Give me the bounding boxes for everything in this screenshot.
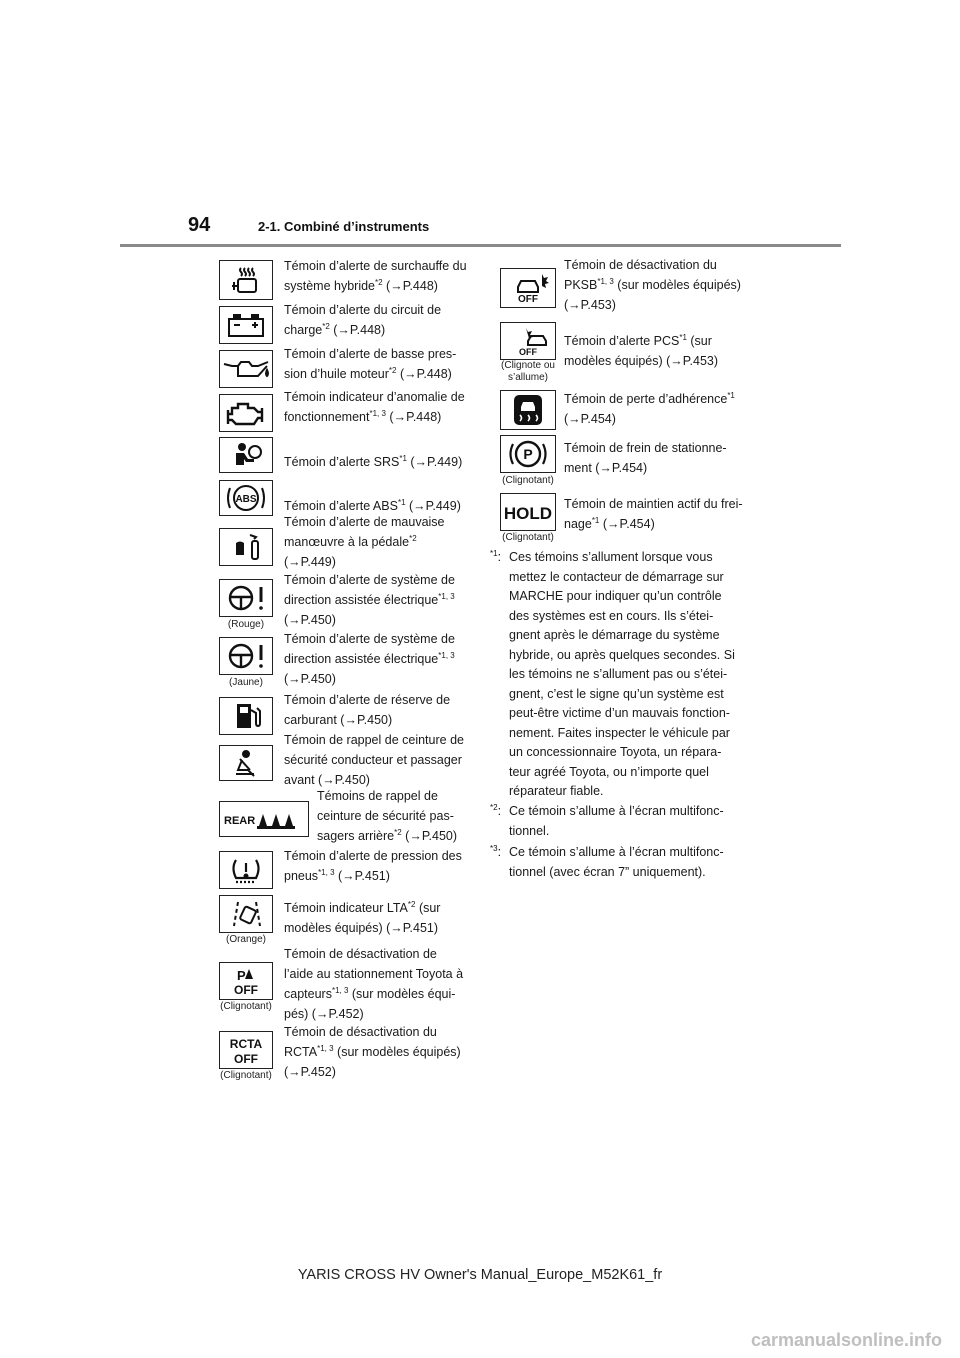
- footnote-ref: *1, 3: [331, 985, 349, 995]
- srs-warning-icon: [219, 437, 273, 473]
- page-ref: (→P.454): [599, 517, 655, 531]
- footnote-ref: *1: [679, 332, 687, 342]
- item-text: nage: [564, 517, 592, 531]
- off-label: OFF: [519, 347, 537, 357]
- page-ref: (→P.449): [406, 455, 463, 469]
- footnote-ref: *1, 3: [438, 591, 455, 601]
- footnote-ref: *1, 3: [318, 867, 335, 877]
- item-text: ceinture de sécurité pas-: [317, 809, 454, 823]
- item-text: Témoin d’alerte de système de: [284, 632, 455, 646]
- icon-caption: (Clignotant): [502, 475, 554, 486]
- rear-seat-belt-icon: [219, 801, 309, 837]
- rcta-label: RCTA: [229, 1037, 263, 1051]
- footnote-ref: *1: [727, 390, 735, 400]
- item-text: charge: [284, 323, 323, 337]
- icon-caption: (Orange): [225, 934, 266, 945]
- footnote-ref: *1: [591, 515, 600, 525]
- eps-warning-yellow-icon: [219, 637, 273, 675]
- hybrid-overheat-warning-icon: [219, 260, 273, 300]
- item-text: Témoin d’alerte de basse pres-: [284, 347, 457, 361]
- item-text: RCTA: [284, 1045, 318, 1059]
- hold-label: HOLD: [503, 504, 553, 523]
- p-label: P: [237, 968, 246, 983]
- pcs-warning-icon: [500, 322, 556, 360]
- page-ref: (→P.448): [382, 279, 438, 293]
- item-text: pneus: [284, 869, 319, 883]
- footnote-mark: *1: [490, 549, 498, 558]
- footnote-line: les témoins ne s’allument pas ou s’étei-: [509, 667, 728, 681]
- footnote-ref: *1, 3: [317, 1043, 334, 1053]
- footnote-line: Ces témoins s’allument lorsque vous: [509, 550, 713, 564]
- off-label: OFF: [234, 983, 258, 997]
- low-fuel-icon: [219, 697, 273, 735]
- page-ref: (→P.452): [284, 1065, 336, 1079]
- section-title: 2-1. Combiné d’instruments: [258, 219, 430, 234]
- abs-label: ABS: [235, 494, 257, 505]
- rcta-off-icon: [219, 1031, 273, 1069]
- item-text: Témoin d’alerte de système de: [284, 573, 455, 587]
- item-text: (sur modèles équipés): [333, 1045, 461, 1059]
- low-oil-pressure-warning-icon: [219, 350, 273, 388]
- icon-caption: (Jaune): [229, 677, 263, 688]
- footnote-line: des systèmes est en cours. Ils s’étei-: [509, 608, 714, 623]
- item-text: système hybride: [284, 279, 376, 293]
- watermark: carmanualsonline.info: [750, 1330, 942, 1350]
- footnote-1: [509, 548, 769, 802]
- page-ref: ment (→P.454): [564, 461, 648, 475]
- item-text: Témoin indicateur d’anomalie de: [284, 390, 465, 404]
- item-text: manœuvre à la pédale: [284, 535, 410, 549]
- p-label: P: [523, 446, 533, 462]
- page-ref: (→P.450): [284, 672, 336, 686]
- page-ref: (→P.450): [401, 829, 458, 843]
- footnote-ref: *1, 3: [369, 408, 386, 418]
- page-ref: (→P.453): [564, 298, 616, 312]
- item-text: capteurs: [284, 987, 332, 1001]
- page-ref: pés) (→P.452): [284, 1007, 364, 1021]
- footnote-mark: *2: [490, 803, 498, 812]
- footnote-line: un concessionnaire Toyota, un répara-: [509, 745, 722, 759]
- item-text: direction assistée électrique: [284, 652, 439, 666]
- footnote-line: tionnel (avec écran 7” uniquement).: [509, 864, 706, 879]
- footnote-line: tionnel.: [509, 823, 550, 838]
- item-text: fonctionnement: [284, 410, 370, 424]
- footnote-line: MARCHE pour indiquer qu’un contrôle: [509, 589, 722, 603]
- item-text: carburant (→P.450): [284, 713, 393, 727]
- item-text: Témoin de désactivation de: [284, 947, 437, 961]
- footnote-ref: *2: [322, 321, 330, 331]
- item-text: l’aide au stationnement Toyota à: [284, 967, 464, 981]
- footnote-ref: *2: [409, 533, 417, 543]
- page-number: 94: [188, 214, 211, 236]
- item-text: Témoin d’alerte SRS: [284, 455, 400, 469]
- footnote-3: [509, 843, 769, 882]
- footnote-ref: *2: [407, 899, 416, 909]
- footnote-line: Ce témoin s’allume à l’écran multifonc-: [509, 845, 724, 859]
- tire-pressure-icon: [219, 851, 273, 889]
- footnote-line: nement. Faites inspecter le véhicule par: [509, 725, 730, 740]
- icon-caption: (Rouge): [227, 619, 265, 630]
- item-text: PKSB: [564, 278, 598, 292]
- page-ref: (→P.448): [396, 367, 452, 381]
- item-text: Témoin de frein de stationne-: [564, 441, 727, 455]
- item-text: Témoin de maintien actif du frei-: [564, 497, 743, 511]
- icon-caption: (Clignotant): [220, 1001, 272, 1012]
- item-text: Témoins de rappel de: [317, 789, 438, 803]
- footnote-2: [509, 802, 769, 841]
- footnote-ref: *1: [399, 453, 407, 463]
- item-text: Témoin d’alerte de pression des: [284, 849, 462, 863]
- footnote-line: mettez le contacteur de démarrage sur: [509, 569, 724, 584]
- eps-warning-red-icon: [219, 579, 273, 617]
- icon-caption: (Clignotant): [220, 1070, 272, 1081]
- pedal-misoperation-icon: [219, 528, 273, 566]
- footnote-line: réparateur fiable.: [509, 784, 604, 798]
- page-ref: (→P.451): [334, 869, 390, 883]
- footnote-line: teur agréé Toyota, ou n’importe quel: [509, 764, 709, 779]
- page-ref: (→P.448): [385, 410, 442, 424]
- item-text: direction assistée électrique: [284, 593, 439, 607]
- item-text: Témoin indicateur LTA: [284, 901, 408, 915]
- footnote-line: gnent, c’est le signe qu’un système est: [509, 686, 724, 701]
- footnote-line: Ce témoin s’allume à l’écran multifonc-: [509, 804, 724, 818]
- footnote-ref: *1, 3: [597, 276, 614, 286]
- off-label: OFF: [234, 1052, 258, 1066]
- item-text: modèles équipés) (→P.453): [564, 354, 719, 368]
- item-text: (sur: [415, 901, 441, 915]
- item-text: sion d’huile moteur: [284, 367, 389, 381]
- item-text: (sur modèles équi-: [348, 987, 456, 1001]
- item-text: (sur modèles équipés): [613, 278, 741, 292]
- item-text: Témoin de désactivation du: [284, 1025, 437, 1039]
- item-text: avant (→P.450): [284, 773, 370, 787]
- footnote-line: peut-être victime d’un mauvais fonction-: [509, 706, 730, 720]
- malfunction-indicator-icon: [219, 394, 273, 432]
- pksb-off-icon: [500, 268, 556, 308]
- item-text: Témoin d’alerte PCS: [564, 334, 680, 348]
- footnote-line: gnent après le démarrage du système: [509, 628, 720, 642]
- footnote-line: hybride, ou après quelques secondes. Si: [509, 647, 735, 662]
- item-text: Témoin de perte d’adhérence: [564, 392, 728, 406]
- page-footer: YARIS CROSS HV Owner's Manual_Europe_M52K61_fr: [297, 1267, 663, 1283]
- charging-system-warning-icon: [219, 306, 273, 344]
- footnote-ref: *2: [375, 277, 383, 287]
- page-ref: (→P.454): [564, 412, 616, 426]
- item-text: sécurité conducteur et passager: [284, 753, 462, 767]
- item-text: Témoin de rappel de ceinture de: [284, 733, 464, 747]
- page-ref: (→P.448): [329, 323, 386, 337]
- parking-assist-off-icon: [219, 962, 273, 1000]
- item-text: Témoin d’alerte du circuit de: [284, 303, 442, 317]
- page-ref: (→P.450): [284, 613, 336, 627]
- footnote-ref: *1: [397, 497, 406, 507]
- parking-brake-icon: [500, 435, 556, 473]
- icon-caption: (Clignote ou s’allume): [501, 360, 555, 383]
- header-divider: [120, 244, 841, 247]
- item-text: modèles équipés) (→P.451): [284, 921, 439, 935]
- abs-warning-icon: [219, 480, 273, 516]
- lta-indicator-icon: [219, 895, 273, 933]
- item-text: Témoin d’alerte de mauvaise: [284, 515, 445, 529]
- brake-hold-icon: [500, 493, 556, 531]
- slip-indicator-icon: [500, 390, 556, 430]
- footnote-ref: *2: [388, 365, 397, 375]
- footnote-ref: *1, 3: [438, 650, 455, 660]
- item-text: Témoin de désactivation du: [564, 258, 717, 272]
- page-ref: (→P.449): [284, 555, 336, 569]
- item-text: (sur: [686, 334, 712, 348]
- page-ref: (→P.449): [405, 499, 461, 513]
- item-text: sagers arrière: [317, 829, 395, 843]
- icon-caption: (Clignotant): [502, 532, 554, 543]
- footnote-mark: *3: [490, 844, 498, 853]
- footnote-ref: *2: [394, 827, 402, 837]
- rear-label: REAR: [224, 815, 256, 827]
- item-text: Témoin d’alerte de surchauffe du: [284, 259, 467, 273]
- seat-belt-reminder-icon: [219, 745, 273, 781]
- item-text: Témoin d’alerte ABS: [284, 499, 398, 513]
- item-text: Témoin d’alerte de réserve de: [284, 693, 451, 707]
- off-label: OFF: [518, 294, 538, 305]
